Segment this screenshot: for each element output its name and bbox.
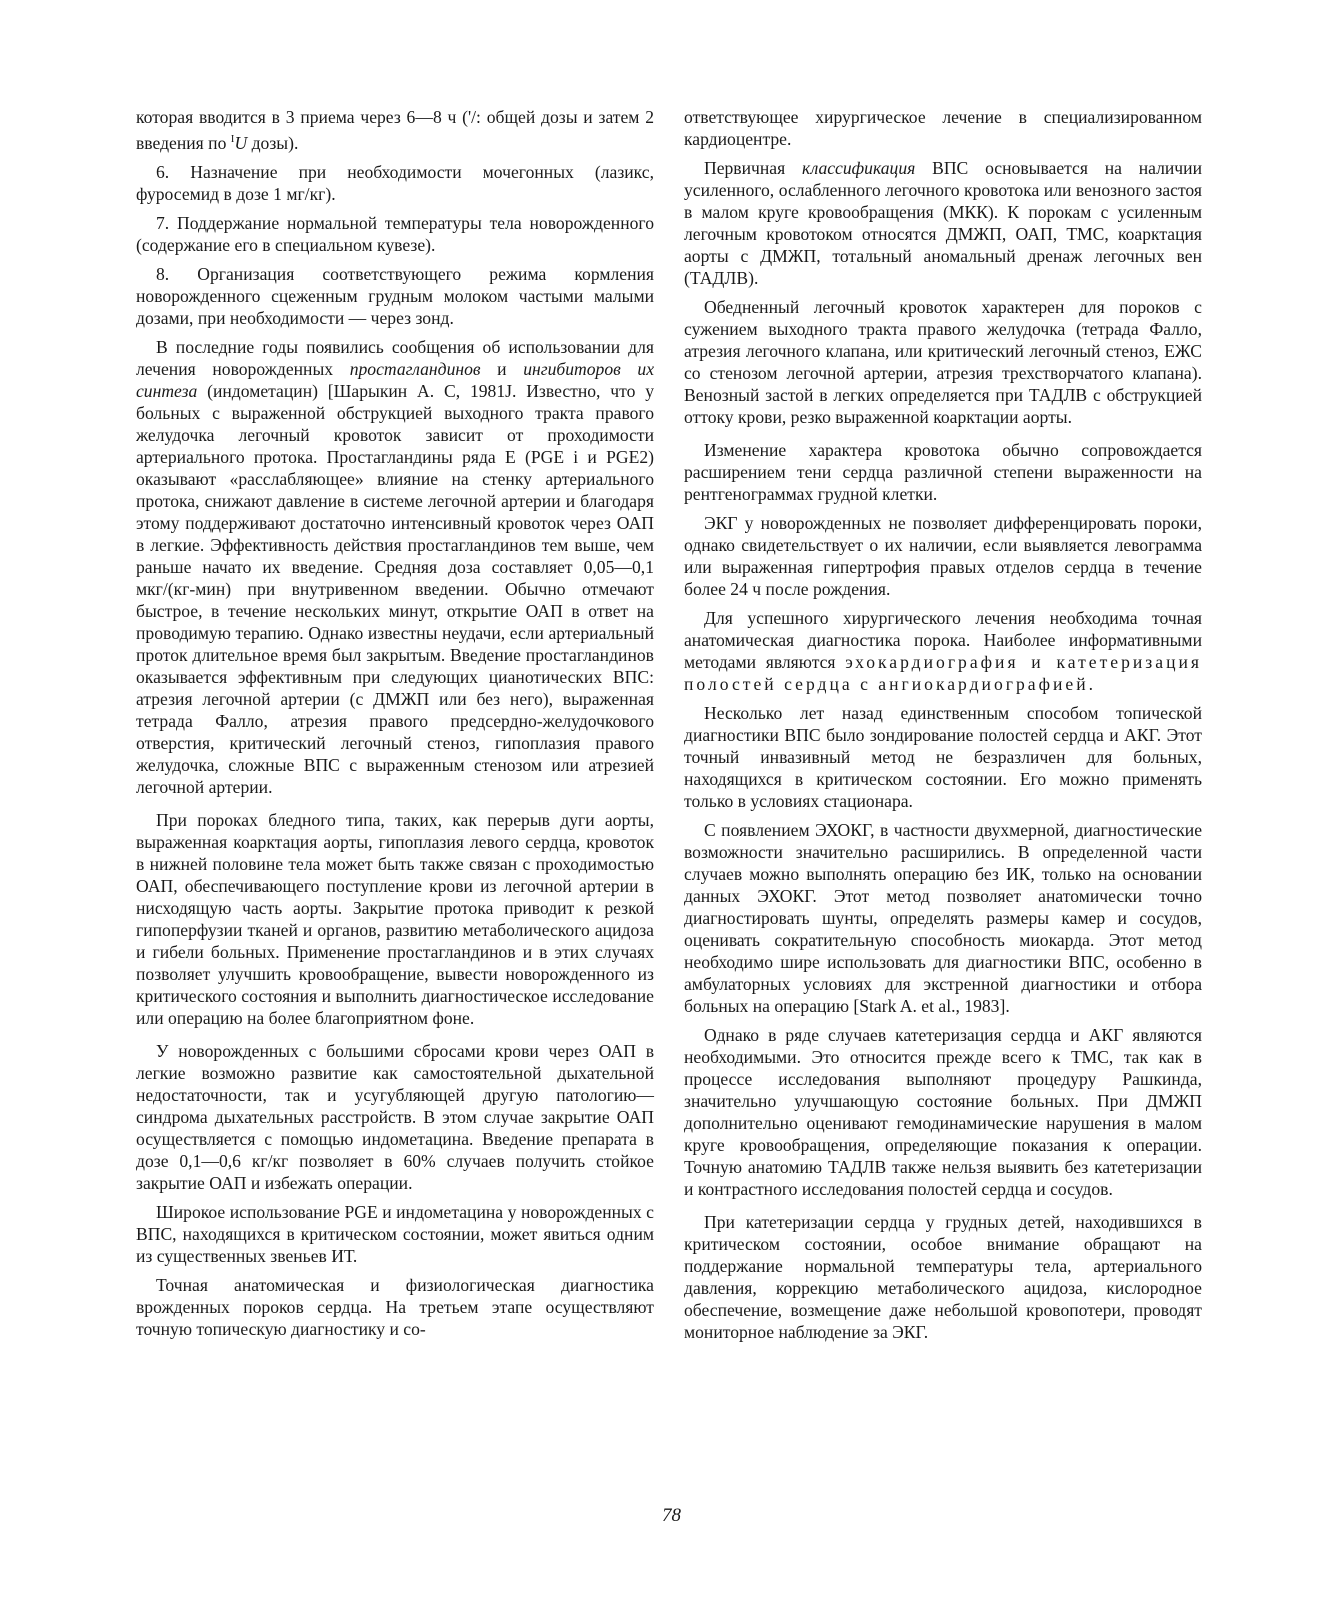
list-item-6: 6. Назначение при необходимости мочегонных (лазикс, фуросемид в дозе 1 мг/кг). — [136, 161, 654, 204]
list-item-8: 8. Организация соответствующего режима кормления новорожденного сцеженным грудным молоком частыми малыми дозами, при необходимости — через зонд. — [136, 263, 654, 328]
paragraph-probing: Несколько лет назад единственным способом топической диагностики ВПС было зондирование полостей сердца и АКГ. Этот точный инвазивный метод не безразличен для больных, находящихся в критическом состоянии. Его можно применять только в условиях стационара. — [684, 703, 1202, 811]
paragraph-pale-defects: При пороках бледного типа, таких, как перерыв дуги аорты, выраженная коарктация аорты, гипоплазия левого сердца, кровоток в нижней половине тела может быть также связан с проходимостью ОАП, обеспечивающего поступление крови из легочной артерии в нисходящую часть аорты. Закрытие протока приводит к резкой гипоперфузии тканей и органов, развитию метаболического ацидоза и гибели больных. Применение простагландинов и в этих случаях позволяет улучшить кровообращение, вывести новорожденного из критического состояния и выполнить диагностическое исследование или операцию на более благоприятном фоне. — [136, 809, 654, 1028]
paragraph-continuation: ответствующее хирургическое лечение в специализированном кардиоцентре. — [684, 107, 1202, 149]
list-item-7: 7. Поддержание нормальной температуры тела новорожденного (содержание его в специальном кувезе). — [136, 212, 654, 255]
paragraph-dose-continuation: которая вводится в 3 приема через 6—8 ч ('/: общей дозы и затем 2 введения по $^I$U дозы). — [136, 107, 654, 153]
paragraph-prostaglandins: В последние годы появились сообщения об использовании для лечения новорожденных простагландинов и ингибиторов их синтеза (индометацин) [Шарыкин А. С, 1981J. Известно, что у больных с выраженной обструкцией выходного тракта правого желудочка легочный кровоток зависит от проходимости артериального протока. Простагландины ряда Е (PGE i и PGE2) оказывают «расслабляющее» влияние на стенку артериального протока, снижают давление в системе легочной артерии и благодаря этому поддерживают достаточно интенсивный кровоток через ОАП в легкие. Эффективность действия простагландинов тем выше, чем раньше начато их введение. Средняя доза составляет 0,05—0,1 мкг/(кг-мин) при внутривенном введении. Обычно отмечают быстрое, в течение нескольких минут, открытие ОАП в ответ на проводимую терапию. Однако известны неудачи, если артериальный проток длительное время был закрытым. Введение простагландинов оказывается эффективным при следующих цианотических ВПС: атрезия легочной артерии (с ДМЖП или без него), выраженная тетрада Фалло, атрезия правого предсердно-желудочкового отверстия, критический легочный стеноз, гипоплазия правого желудочка, сложные ВПС с выраженным стенозом или атрезией легочной артерии. — [136, 336, 654, 797]
paragraph-methods: Для успешного хирургического лечения необходима точная анатомическая диагностика порока. Наиболее информативными методами являются эхокардиография и катетеризация полостей сердца с ангиокардиографией. — [684, 608, 1202, 694]
right-column — [684, 106, 1202, 1343]
paragraph-catheterization: Однако в ряде случаев катетеризация сердца и АКГ являются необходимыми. Это относится прежде всего к ТМС, так как в процессе исследования выполняют процедуру Рашкинда, значительно улучшающую состояние больных. При ДМЖП дополнительно оценивают гемодинамические нарушения в малом круге кровообращения, определяющие показания к операции. Точную анатомию ТАДЛВ также нельзя выявить без катетеризации и контрастного исследования полостей сердца и сосудов. — [684, 1025, 1202, 1199]
paragraph-reduced-flow: Обедненный легочный кровоток характерен для пороков с сужением выходного тракта правого желудочка (тетрада Фалло, атрезия легочного клапана, или критический легочный стеноз, ЕЖС со стенозом легочной артерии, атрезия трехстворчатого клапана). Венозный застой в легких определяется при ТАДЛВ с обструкцией оттоку крови, резко выраженной коарктации аорты. — [684, 297, 1202, 427]
left-column — [136, 106, 654, 1340]
page-number: 78 — [662, 1505, 681, 1526]
paragraph-ecg: ЭКГ у новорожденных не позволяет дифференцировать пороки, однако свидетельствует о их наличии, если выявляется левограмма или выраженная гипертрофия правых отделов сердца в течение более 24 ч после рождения. — [684, 513, 1202, 599]
paragraph-echocg: С появлением ЭХОКГ, в частности двухмерной, диагностические возможности значительно расширились. В определенной части случаев можно выполнять операцию без ИК, только на основании данных ЭХОКГ. Этот метод позволяет анатомически точно диагностировать шунты, определять размеры камер и сосудов, оценивать сократительную способность миокарда. Этот метод необходимо шире использовать для диагностики ВПС, особенно в амбулаторных условиях для экстренной диагностики и отбора больных на операцию [Stark A. et al., 1983]. — [684, 820, 1202, 1016]
paragraph-flow-change: Изменение характера кровотока обычно сопровождается расширением тени сердца различной степени выраженности на рентгенограммах грудной клетки. — [684, 440, 1202, 504]
paragraph-infant-care: При катетеризации сердца у грудных детей, находившихся в критическом состоянии, особое внимание обращают на поддержание нормальной температуры тела, артериального давления, коррекцию метаболического ацидоза, кислородное обеспечение, возмещение даже небольшой кровопотери, проводят мониторное наблюдение за ЭКГ. — [684, 1212, 1202, 1342]
paragraph-diagnostics-intro: Точная анатомическая и физиологическая диагностика врожденных пороков сердца. На третьем этапе осуществляют точную топическую диагностику и со- — [136, 1274, 654, 1339]
paragraph-indomethacin: У новорожденных с большими сбросами крови через ОАП в легкие возможно развитие как самостоятельной дыхательной недостаточности, так и усугубляющей другую патологию—синдрома дыхательных расстройств. В этом случае закрытие ОАП осуществляется с помощью индометацина. Введение препарата в дозе 0,1—0,6 кг/кг позволяет в 60% случаев получить стойкое закрытие ОАП и избежать операции. — [136, 1040, 654, 1193]
paragraph-classification: Первичная классификация ВПС основывается на наличии усиленного, ослабленного легочного кровотока или венозного застоя в малом круге кровообращения (МКК). К порокам с усиленным легочным кровотоком относятся ДМЖП, ОАП, ТМС, коарктация аорты с ДМЖП, тотальный аномальный дренаж легочных вен (ТАДЛВ). — [684, 158, 1202, 288]
paragraph-pge-usage: Широкое использование PGE и индометацина у новорожденных с ВПС, находящихся в критическом состоянии, может явиться одним из существенных звеньев ИТ. — [136, 1201, 654, 1266]
